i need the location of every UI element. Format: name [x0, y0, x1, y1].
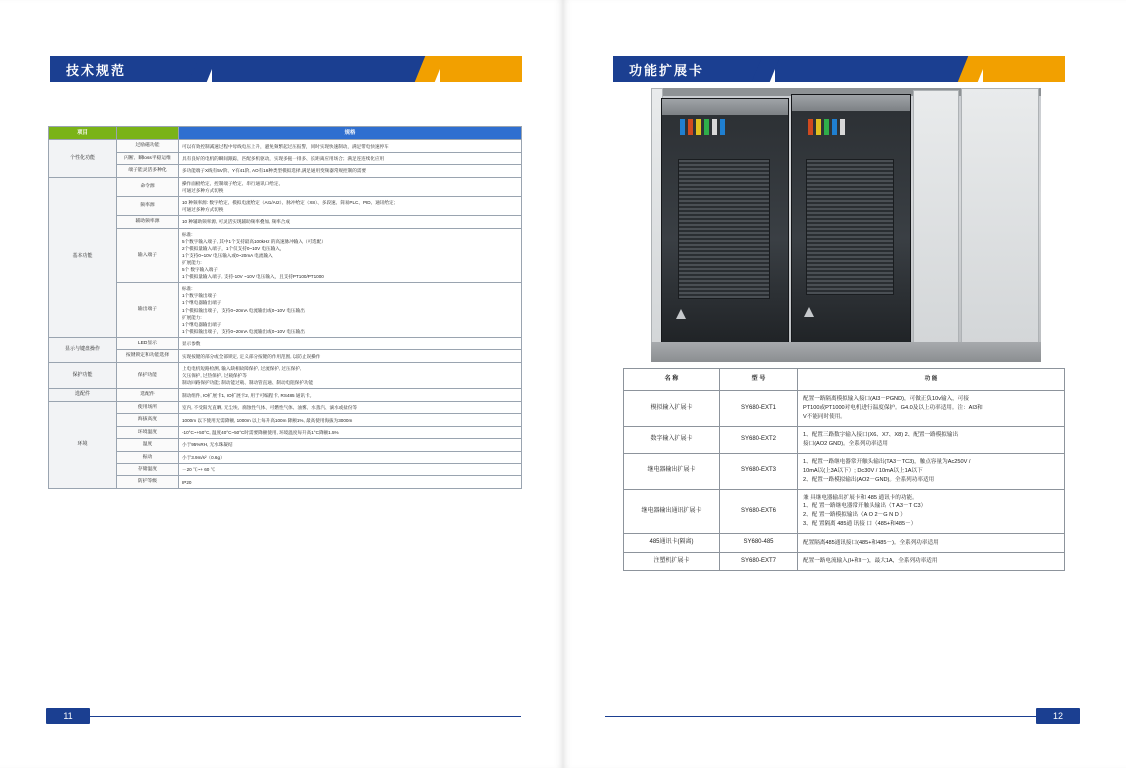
spec-item-name: 命令源 [117, 177, 179, 196]
card-function: 配置隔离485通讯接口(485+和485－)。全系列功率适用 [798, 534, 1065, 553]
table-row [49, 439, 522, 451]
card-table-head [624, 369, 1065, 391]
photo-vent-a [678, 159, 770, 299]
spec-header-item: 项目 [49, 127, 117, 140]
spec-group-name: 基本功能 [49, 177, 117, 337]
spec-group-name: 环境 [49, 401, 117, 488]
spec-item-detail: IP20 [179, 476, 522, 488]
photo-indicator-leds-b [808, 119, 845, 135]
table-row [49, 338, 522, 350]
left-folio-rule [90, 716, 521, 717]
card-name: 继电器输出通讯扩展卡 [624, 489, 720, 534]
spec-group-name: 显示与键盘操作 [49, 338, 117, 363]
spec-header-sub [117, 127, 179, 140]
technical-spec-table [48, 126, 522, 489]
expansion-card-table [623, 368, 1065, 571]
spec-item-name: 选配件 [117, 389, 179, 402]
table-row [49, 152, 522, 164]
table-row [49, 389, 522, 402]
table-row [624, 369, 1065, 391]
photo-cabinet-b-top [792, 95, 910, 111]
spec-group-name: 选配件 [49, 389, 117, 402]
card-name: 注塑机扩展卡 [624, 552, 720, 571]
card-model: SY680-EXT6 [720, 489, 798, 534]
spec-item-detail: 小于95%RH, 无水珠凝结 [179, 439, 522, 451]
right-section-banner [613, 56, 1065, 82]
spec-item-detail: 室内, 不受阳光直晒, 无尘埃、腐蚀性气体、可燃性气体、油雾、水蒸汽、滴水或盐份等 [179, 401, 522, 413]
spec-item-name: LED显示 [117, 338, 179, 350]
card-table-body [624, 391, 1065, 571]
spec-group-name: 个性化功能 [49, 140, 117, 177]
spec-item-name: 辅助频率源 [117, 216, 179, 228]
table-row [49, 464, 522, 476]
spec-item-name: 海拔高度 [117, 414, 179, 426]
spec-item-detail: 10 种频率源: 数字给定、模拟电流给定（AI1/AI2）、脉冲给定（X8）、多段速、简易PLC、PID、通讯给定; 可通过多种方式切换 [179, 196, 522, 215]
spec-item-name: 频率源 [117, 196, 179, 215]
spec-item-name: 输出端子 [117, 283, 179, 338]
cabinet-photo [651, 88, 1041, 362]
right-page-number: 12 [1036, 708, 1080, 724]
card-name: 继电器输出扩展卡 [624, 453, 720, 489]
card-function: 1、配置三路数字输入接口(X6、X7、X8) 2、配置一路模拟输出 接口(AO2 GND)。全系列功率适用 [798, 426, 1065, 453]
card-function: 兼 具继电器输出扩展卡和 485 通讯卡的功能。 1、配 置一路继电器常开触头输出（T A3－T C3） 2、配 置一路模拟输出（A O 2－G N D ） 3、配 置隔离 485通 讯接 口（485+和485－） [798, 489, 1065, 534]
table-row [624, 426, 1065, 453]
right-folio-rule [605, 716, 1036, 717]
table-row [49, 177, 522, 196]
table-row [49, 196, 522, 215]
spec-item-name: 振动 [117, 451, 179, 463]
banner-bar-left [212, 56, 428, 82]
photo-indicator-leds-a [680, 119, 725, 135]
card-function: 配置一路电流输入(I+和I－)，最大1A，全系列功率适用 [798, 552, 1065, 571]
banner-bar-right [775, 56, 971, 82]
banner-orange-left [440, 56, 522, 82]
spec-table-body [49, 140, 522, 489]
spec-item-name: 过励磁功能 [117, 140, 179, 152]
left-section-banner [50, 56, 522, 82]
photo-cabinet-b [791, 94, 911, 356]
table-row [624, 453, 1065, 489]
spec-item-name: 环境温度 [117, 426, 179, 438]
spec-item-detail: 制动组件, IO扩展卡1, IO扩展卡2, 用于可编程卡, RS485 通讯卡。 [179, 389, 522, 402]
spec-item-detail: 标准: 1个数字输出端子 1个继电器输出端子 1个模拟输出端子，支持0~20mA 电流输出或0~10V 电压输出 扩展能力: 1个继电器输出端子 1个模拟输出端子，支持0~20mA 电流输出或0~10V 电压输出 [179, 283, 522, 338]
spec-item-name: 温度 [117, 439, 179, 451]
photo-logo-a [676, 309, 686, 319]
table-row [49, 350, 522, 362]
card-header-model: 型 号 [720, 369, 798, 391]
card-function: 配置一路隔离模拟输入接口(AI3－PGND)，可做正负10v输入，可接 PT100或PT1000对电机进行温度保护。G4.0及以上功率适用。注：AI3和 V不能同时使用。 [798, 391, 1065, 427]
spec-item-detail: －20 ℃~+ 60 ℃ [179, 464, 522, 476]
spec-item-detail: 1000m 以下使用无需降额, 1000m 以上每升高100m 降额1%, 最高使用海拔为3000m [179, 414, 522, 426]
photo-logo-b [804, 307, 814, 317]
photo-cabinet-a [661, 98, 789, 356]
spec-item-detail: 实现按键的部分或全部锁定, 定义部分按键的作用范围, 以防止误操作 [179, 350, 522, 362]
table-row [624, 489, 1065, 534]
spec-item-detail: 显示参数 [179, 338, 522, 350]
card-name: 485通讯卡(隔离) [624, 534, 720, 553]
table-row [49, 140, 522, 152]
table-row [49, 216, 522, 228]
table-row [49, 401, 522, 413]
table-row [624, 534, 1065, 553]
spec-item-name: 保护功能 [117, 362, 179, 388]
spec-item-name: 存储温度 [117, 464, 179, 476]
photo-panel-right [961, 88, 1039, 360]
table-row [49, 362, 522, 388]
left-page-number: 11 [46, 708, 90, 724]
table-row [49, 165, 522, 177]
table-row [624, 391, 1065, 427]
spec-table-head [49, 127, 522, 140]
photo-vent-b [806, 159, 894, 295]
table-row [49, 451, 522, 463]
spec-group-name: 保护功能 [49, 362, 117, 388]
table-row [49, 476, 522, 488]
table-row [624, 552, 1065, 571]
table-row [49, 283, 522, 338]
spec-item-name: 输入端子 [117, 228, 179, 283]
spec-item-name: 闪断、瞬loss平稳运维 [117, 152, 179, 164]
table-row [49, 426, 522, 438]
card-model: SY680-485 [720, 534, 798, 553]
spec-item-detail: 上电电机短路检测, 输入缺相故障保护, 过流保护, 过压保护, 欠压保护, 过热保护, 过载保护等 制动回路保护功能; 制动能过载、制动管直通、制动电阻保护功能 [179, 362, 522, 388]
photo-cabinet-a-top [662, 99, 788, 115]
spec-item-name: 防护等级 [117, 476, 179, 488]
card-model: SY680-EXT1 [720, 391, 798, 427]
card-name: 数字输入扩展卡 [624, 426, 720, 453]
photo-panel-mid [913, 90, 959, 358]
spec-item-name: 端子能灵活多种化 [117, 165, 179, 177]
card-header-name: 名 称 [624, 369, 720, 391]
photo-floor [651, 342, 1041, 362]
card-model: SY680-EXT3 [720, 453, 798, 489]
right-page [563, 0, 1126, 768]
card-function: 1、配置一路继电器常开触头输出(TA3－TC3)，触点容量为Ac250V / 10mA以(上3A以下）; Dc30V / 10mA以上1A以下 2、配置一路模拟输出(AO2－GND)。全系列功率适用 [798, 453, 1065, 489]
table-row [49, 414, 522, 426]
banner-orange-right [983, 56, 1065, 82]
card-model: SY680-EXT7 [720, 552, 798, 571]
spec-item-detail: 小于3.9m/s²（0.6g） [179, 451, 522, 463]
card-model: SY680-EXT2 [720, 426, 798, 453]
spec-item-name: 使用场所 [117, 401, 179, 413]
left-section-title: 技术规范 [50, 56, 200, 82]
spec-item-detail: -10°C~+50°C, 温度40°C~50°C时需要降额使用, 环境温度每升高1°C降额1.5% [179, 426, 522, 438]
spec-item-detail: 多功能端子X线有5V阶、Y有41阶, AO有16种类型模拟选择,满足通用变频器常规控制的需要 [179, 165, 522, 177]
spec-item-detail: 具有良好的电机的瞬间跟踪，匹配多机驱动，实现多拖一排多、长距离应用场合；满足连连续化应用 [179, 152, 522, 164]
spec-item-detail: 标准: 5个数字输入端子, 其中1个支持最高100kHz 的高速脉冲输入（可选配） 2个模拟量输入端子，1个仅支持0~10V 电压输入， 1个支持0~10V 电压输入或0~20mA 电流输入 扩展能力: 5个 数字输入端子 1个模拟量输入端子, 支持-10V ~10V 电压输入，且支持PT100/PT1000 [179, 228, 522, 283]
table-row [49, 228, 522, 283]
right-section-title: 功能扩展卡 [613, 56, 763, 82]
spec-item-detail: 可以有效控制减速过程中母线电压上升，避免频繁起过压报警，同时实现快速制动，满足带电快速停车 [179, 140, 522, 152]
spec-item-detail: 操作面板给定、控制端子给定、串行通讯口给定、 可通过多种方式切换 [179, 177, 522, 196]
card-header-function: 功 能 [798, 369, 1065, 391]
spec-header-spec: 规格 [179, 127, 522, 140]
spec-item-detail: 10 种辅助频率源, 可灵活实现辅助频率叠加, 频率合成 [179, 216, 522, 228]
table-row [49, 127, 522, 140]
spec-item-name: 按键锁定和功能选择 [117, 350, 179, 362]
card-name: 模拟输入扩展卡 [624, 391, 720, 427]
